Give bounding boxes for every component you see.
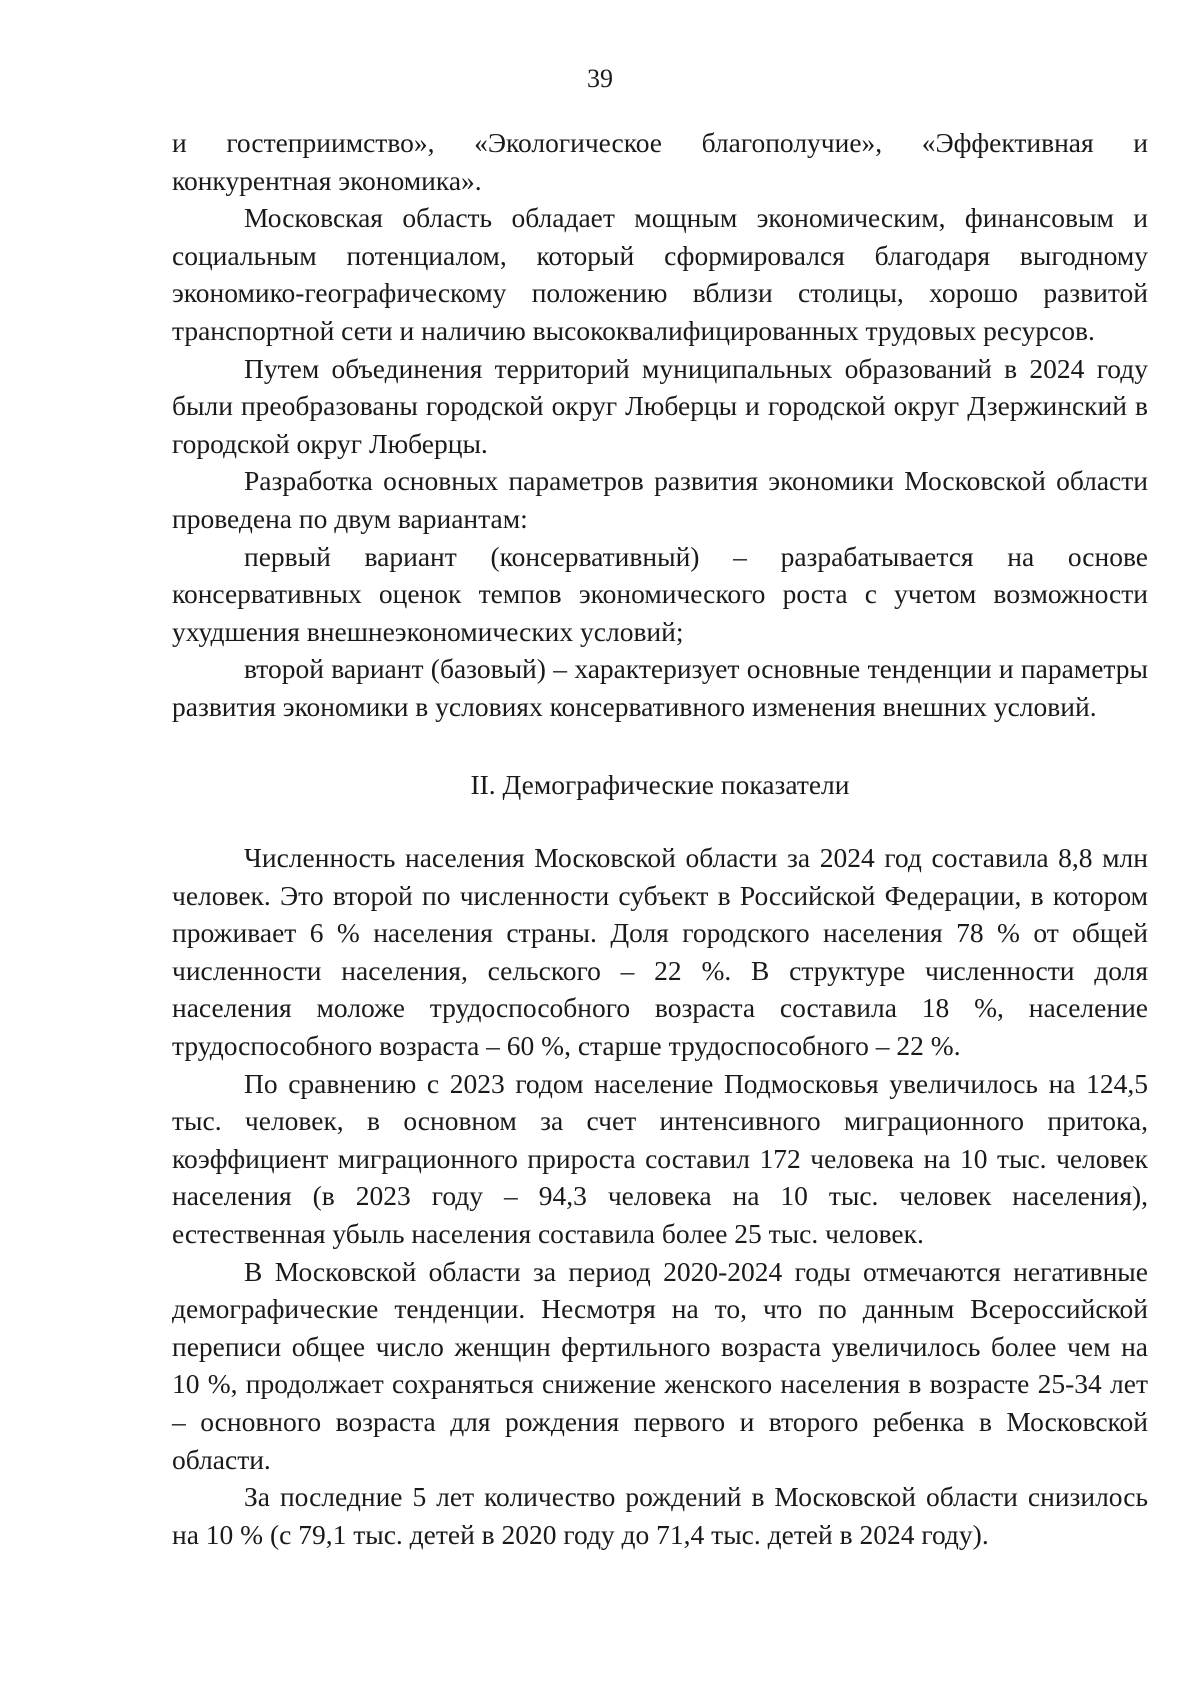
paragraph-municipal-merger: Путем объединения территорий муниципальных образований в 2024 году были преобразованы городской округ Люберцы и городской округ Дзержинский в городской округ Люберцы. bbox=[172, 352, 1148, 459]
paragraph-births: За последние 5 лет количество рождений в Московской области снизилось на 10 % (с 79,1 тыс. детей в 2020 году до 71,4 тыс. детей в 2024 году). bbox=[172, 1481, 1148, 1550]
paragraph-scenarios-intro: Разработка основных параметров развития экономики Московской области проведена по двум вариантам: bbox=[172, 465, 1148, 534]
paragraph-scenario-base: второй вариант (базовый) – характеризует основные тенденции и параметры развития экономики в условиях консервативного изменения внешних условий. bbox=[172, 653, 1148, 722]
paragraph-potential: Московская область обладает мощным экономическим, финансовым и социальным потенциалом, который сформировался благодаря выгодному экономико-географическому положению вблизи столицы, хорошо развитой транспортной сети и наличию высококвалифицированных трудовых ресурсов. bbox=[172, 202, 1148, 346]
paragraph-demographic-trends: В Московской области за период 2020-2024 годы отмечаются негативные демографические тенденции. Несмотря на то, что по данным Всероссийской переписи общее число женщин фертильного возраста увеличилось более чем на 10 %, продолжает сохраняться снижение женского населения в возрасте 25-34 лет – основного возраста для рождения первого и второго ребенка в Московской области. bbox=[172, 1255, 1148, 1475]
paragraph-population-growth: По сравнению с 2023 годом население Подмосковья увеличилось на 124,5 тыс. человек, в основном за счет интенсивного миграционного притока, коэффициент миграционного прироста составил 172 человека на 10 тыс. человек населения (в 2023 году – 94,3 человека на 10 тыс. человек населения), естественная убыль населения составила более 25 тыс. человек. bbox=[172, 1067, 1148, 1250]
paragraph-population: Численность населения Московской области за 2024 год составила 8,8 млн человек. Это второй по численности субъект в Российской Федерации, в котором проживает 6 % населения страны. Доля городского населения 78 % от общей численности населения, сельского – 22 %. В структуре численности доля населения моложе трудоспособного возраста составила 18 %, население трудоспособного возраста – 60 %, старше трудоспособного – 22 %. bbox=[172, 842, 1148, 1062]
paragraph-continuation: и гостеприимство», «Экологическое благополучие», «Эффективная и конкурентная экономика». bbox=[172, 127, 1148, 196]
section-heading: II. Демографические показатели bbox=[470, 768, 850, 800]
document-body bbox=[172, 124, 1148, 1553]
paragraph-scenario-conservative: первый вариант (консервативный) – разрабатывается на основе консервативных оценок темпов экономического роста с учетом возможности ухудшения внешнеэкономических условий; bbox=[172, 540, 1148, 647]
page-number: 39 bbox=[587, 64, 613, 93]
